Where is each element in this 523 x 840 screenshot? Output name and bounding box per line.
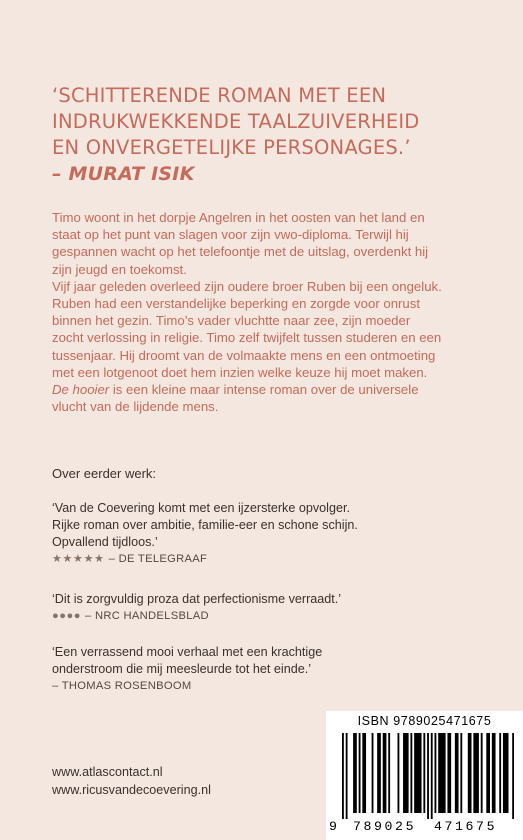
review-text: Rijke roman over ambitie, familie-eer en schone schijn. — [52, 518, 358, 532]
barcode-bar — [492, 733, 496, 813]
review-text: ‘Dit is zorgvuldig proza dat perfectionisme verraadt.’ — [52, 592, 342, 606]
barcode-bar — [353, 733, 357, 813]
blurb-line: vlucht van de lijdende mens. — [52, 399, 219, 415]
barcode-bar — [414, 733, 421, 813]
barcode-digit-first: 9 — [329, 819, 337, 834]
blurb-line-rest: is een kleine maar intense roman over de universele — [109, 382, 419, 398]
barcode-bar — [423, 733, 425, 813]
barcode-bar — [481, 733, 483, 813]
barcode-bar — [435, 733, 437, 813]
quote-line: EN ONVERGETELIJKE PERSONAGES.’ — [52, 136, 411, 159]
book-blurb — [52, 209, 472, 415]
barcode-bar — [383, 733, 387, 813]
review-text: Opvallend tijdloos.’ — [52, 535, 158, 549]
barcode-bar — [503, 733, 509, 813]
quote-author: – MURAT ISIK — [52, 163, 195, 185]
review-text: onderstroom die mij meesleurde tot het einde.’ — [52, 662, 312, 676]
reviews-heading: Over eerder werk: — [52, 466, 157, 481]
blurb-line: Timo woont in het dorpje Angelren in het oosten van het land en — [52, 210, 425, 225]
dot-rating-icon: ●●●● — [52, 610, 82, 622]
book-title-italic: De hooier — [52, 382, 110, 398]
featured-quote — [52, 83, 492, 187]
barcode-bar — [372, 733, 374, 813]
review-text: ‘Een verrassend mooi verhaal met een krachtige — [52, 645, 323, 659]
blurb-line: met een lotgenoot doet hem inzien welke keuze hij moet maken. — [52, 364, 428, 380]
barcode-bar — [512, 733, 514, 819]
barcode-digits-right: 471675 — [434, 819, 498, 834]
barcode-bar — [486, 733, 490, 813]
barcode-bar — [431, 733, 433, 819]
barcode-bar — [468, 733, 472, 813]
blurb-line: Vijf jaar geleden overleed zijn oudere broer Ruben bij een ongeluk. — [52, 278, 442, 294]
review-item — [52, 591, 472, 625]
author-website: www.ricusvandecoevering.nl — [52, 782, 211, 797]
barcode-bar — [398, 733, 400, 813]
website-links — [52, 764, 211, 799]
review-item — [52, 500, 472, 568]
blurb-line: tussenjaar. Hij droomt van de volmaakte mens en een ontmoeting — [52, 347, 436, 363]
blurb-line: Ruben had een verstandelijke beperking en zorgde voor onrust — [52, 296, 421, 312]
barcode-bar — [342, 733, 344, 819]
star-rating-icon: ★★★★★ — [52, 553, 105, 565]
barcode-bar — [455, 733, 459, 813]
barcode-bar — [346, 733, 348, 819]
review-source: – DE TELEGRAAF — [108, 553, 208, 565]
review-source-row — [52, 678, 472, 695]
publisher-website: www.atlascontact.nl — [52, 765, 163, 779]
barcode-bar — [460, 733, 462, 813]
barcode-bar — [403, 733, 409, 813]
review-text: ‘Van de Coevering komt met een ijzersterke opvolger. — [52, 501, 350, 515]
barcode-bar — [362, 733, 366, 813]
blurb-line: gespannen wacht op het telefoontje met de uitslag, overdenkt hij — [52, 244, 429, 260]
review-item — [52, 644, 472, 695]
review-source-row — [52, 608, 472, 625]
barcode-bar — [473, 733, 479, 813]
barcode-graphic — [338, 733, 514, 819]
barcode-bar — [359, 733, 361, 813]
quote-line: INDRUKWEKKENDE TAALZUIVERHEID — [52, 110, 420, 133]
barcode-bar — [410, 733, 412, 813]
blurb-line: zocht verlossing in religie. Timo zelf twijfelt tussen studeren en een — [52, 330, 442, 346]
review-source: – NRC HANDELSBLAD — [85, 610, 209, 622]
blurb-line — [52, 381, 472, 398]
blurb-line: staat op het punt van slagen voor zijn vwo-diploma. Terwijl hij — [52, 227, 409, 243]
blurb-line: zijn jeugd en toekomst. — [52, 261, 187, 277]
blurb-line: binnen het gezin. Timo’s vader vluchtte naar zee, zijn moeder — [52, 313, 411, 329]
review-source: – THOMAS ROSENBOOM — [52, 680, 192, 692]
barcode-bar — [447, 733, 451, 813]
quote-line: ‘SCHITTERENDE ROMAN MET EEN — [52, 84, 387, 107]
barcode-digits-left: 789025 — [353, 819, 417, 834]
barcode-bar — [388, 733, 390, 813]
barcode-bar — [438, 733, 445, 813]
review-source-row — [52, 551, 472, 568]
isbn-barcode — [326, 711, 523, 840]
isbn-label: ISBN 9789025471675 — [357, 714, 492, 728]
barcode-bar — [377, 733, 381, 813]
barcode-bar — [427, 733, 429, 819]
barcode-bar — [499, 733, 501, 813]
